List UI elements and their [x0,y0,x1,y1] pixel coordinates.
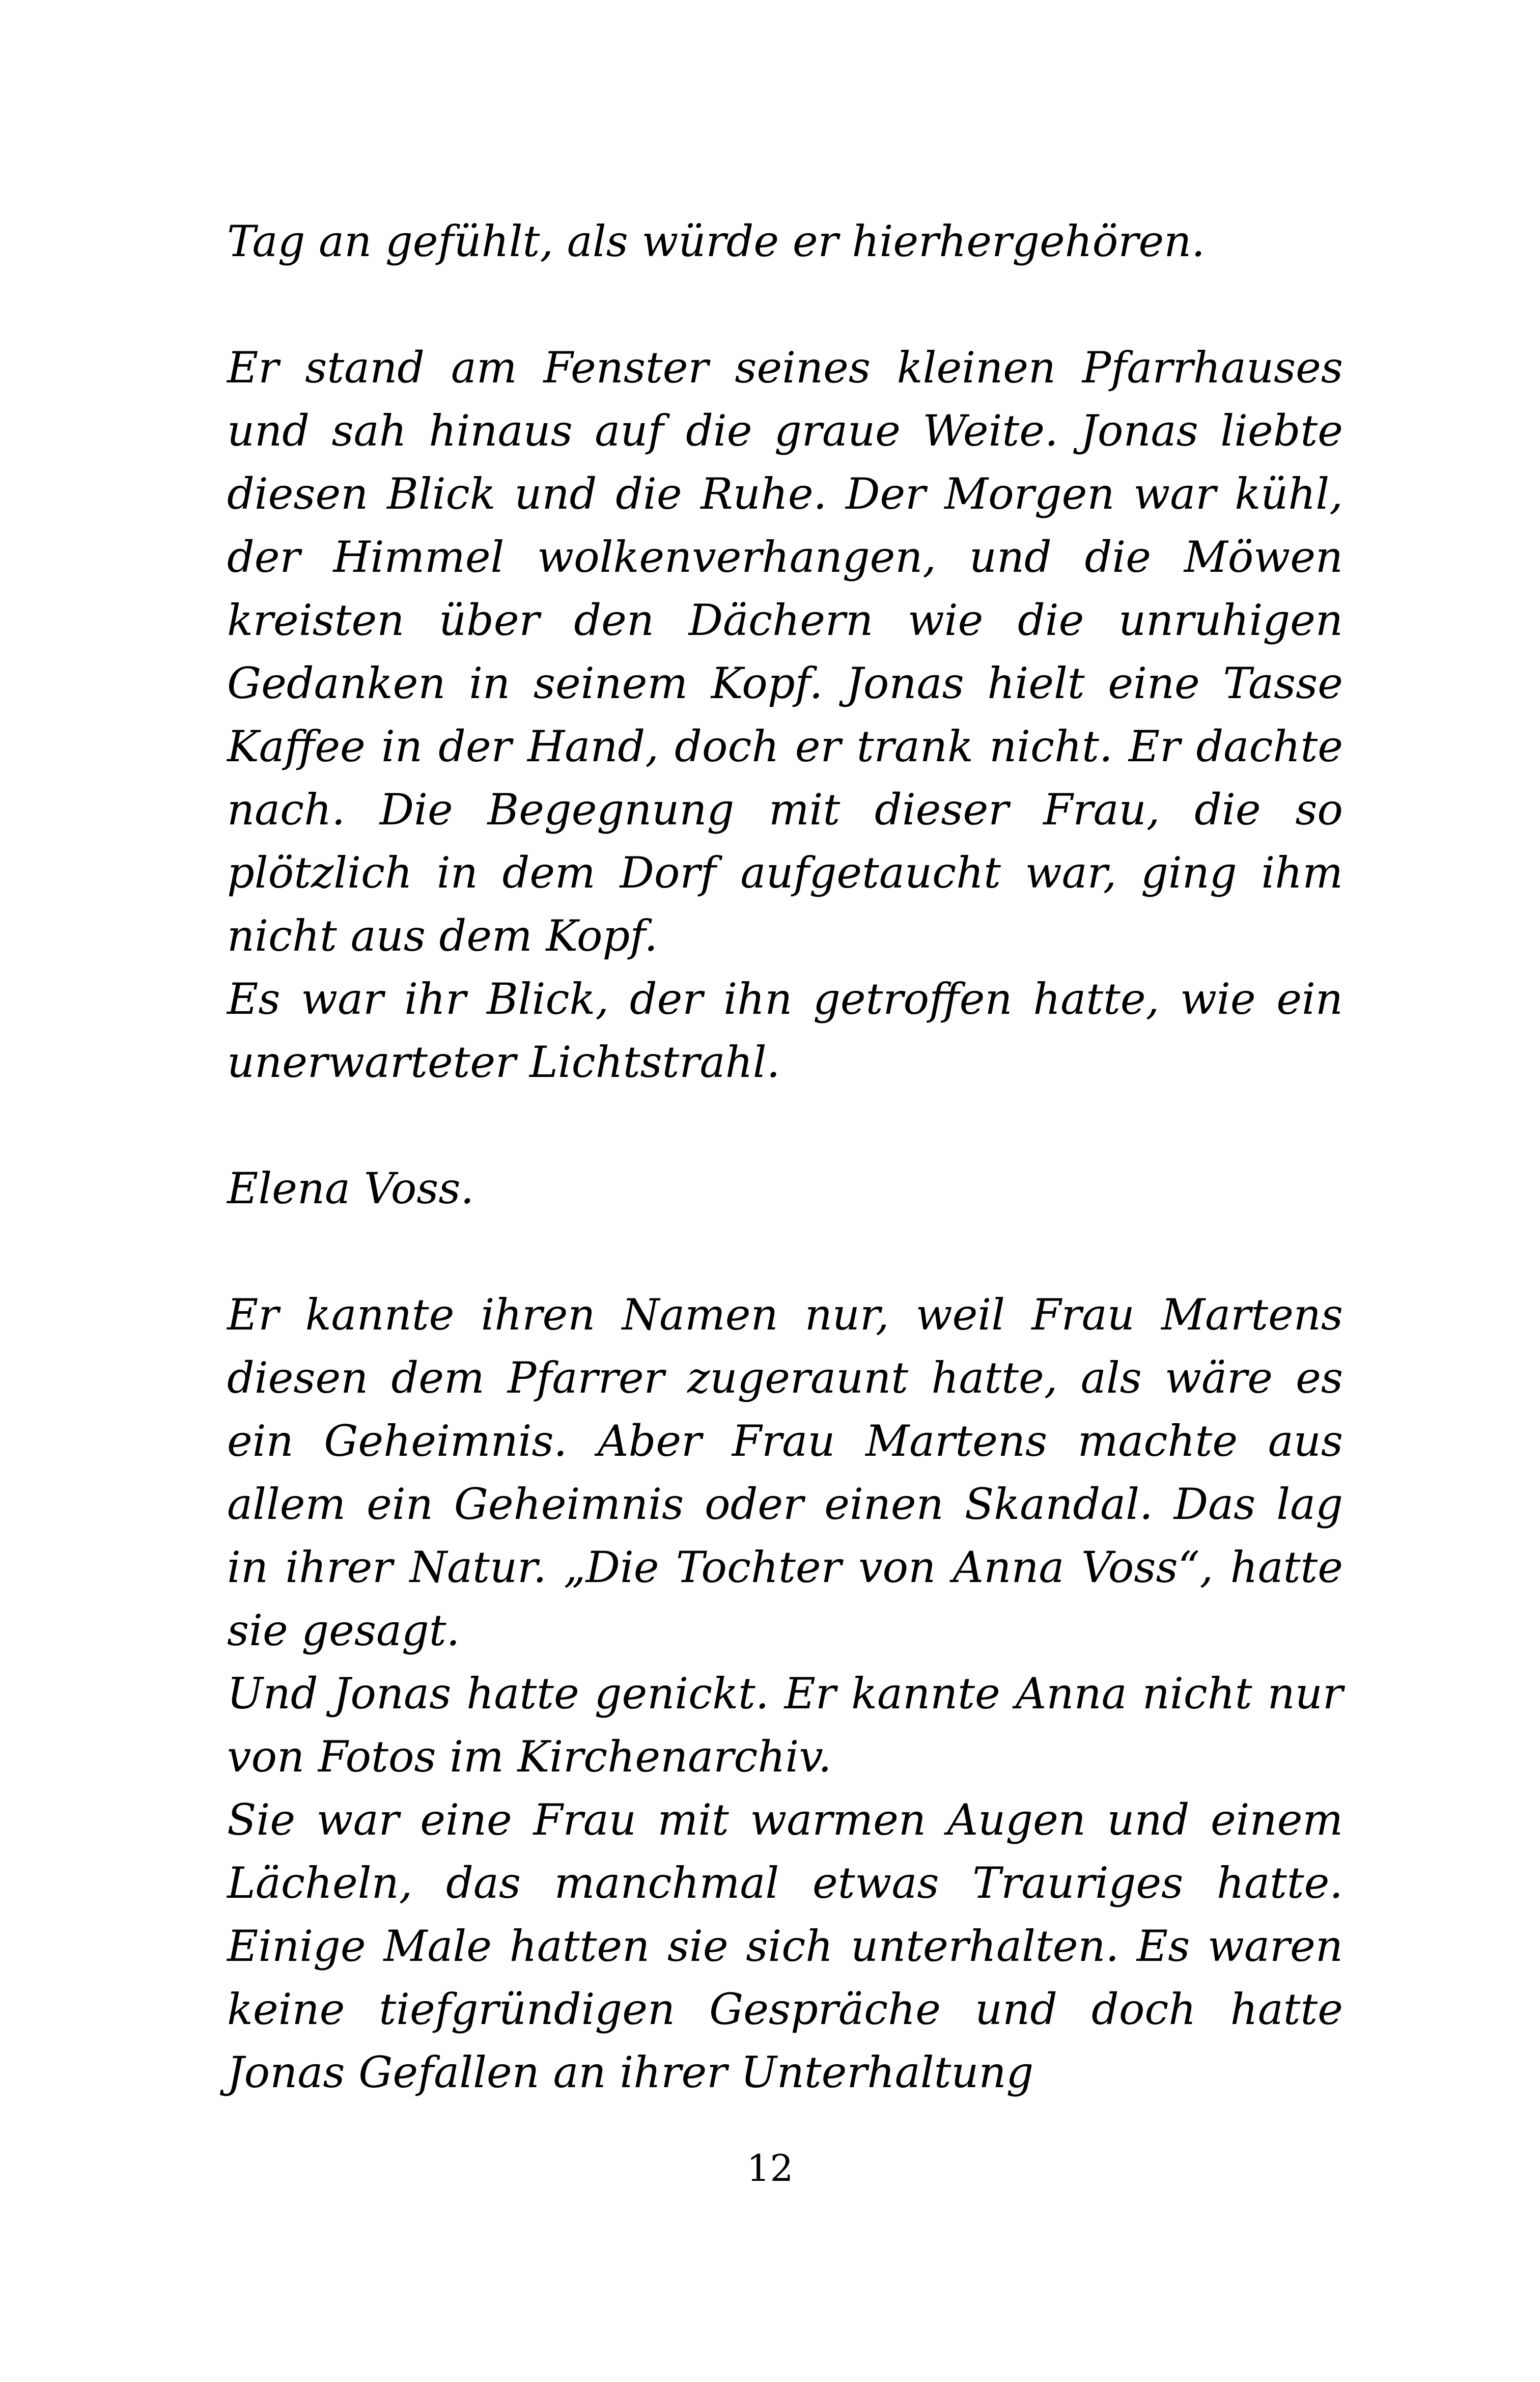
paragraph: Elena Voss. [227,1164,474,1213]
paragraph: Und Jonas hatte genickt. Er kannte Anna nicht nur von Fotos im Kirchenarchiv. [227,1669,1343,1782]
paragraph: Er stand am Fenster seines kleinen Pfarrhauses und sah hinaus auf die graue Weite. Jonas liebte diesen Blick und die Ruhe. Der Morgen war kühl, der Himmel wolkenverhangen, und die Möwen kreisten über den Dächern wie die unruhigen Gedanken in seinem Kopf. Jonas hielt eine Tasse Kaffee in der Hand, doch er trank nicht. Er dachte nach. Die Begegnung mit dieser Frau, die so plötzlich in dem Dorf aufgetaucht war, ging ihm nicht aus dem Kopf. [227,343,1343,961]
body-text [227,210,1343,2104]
paragraph: Sie war eine Frau mit warmen Augen und einem Lächeln, das manchmal etwas Trauriges hatte. Einige Male hatten sie sich unterhalten. Es waren keine tiefgründigen Gespräche und doch hatte Jonas Gefallen an ihrer Unterhaltung [227,1795,1343,2097]
paragraph: Er kannte ihren Namen nur, weil Frau Martens diesen dem Pfarrer zugeraunt hatte, als wäre es ein Geheimnis. Aber Frau Martens machte aus allem ein Geheimnis oder einen Skandal. Das lag in ihrer Natur. „Die Tochter von Anna Voss“, hatte sie gesagt. [227,1290,1343,1655]
page-number: 12 [746,2147,794,2190]
paragraph: Es war ihr Blick, der ihn getroffen hatte, wie ein unerwarteter Lichtstrahl. [227,974,1343,1087]
paragraph: Tag an gefühlt, als würde er hierhergehören. [227,216,1206,266]
paragraph-gap [227,1220,1343,1283]
paragraph-gap [227,1094,1343,1157]
paragraph-gap [227,273,1343,336]
